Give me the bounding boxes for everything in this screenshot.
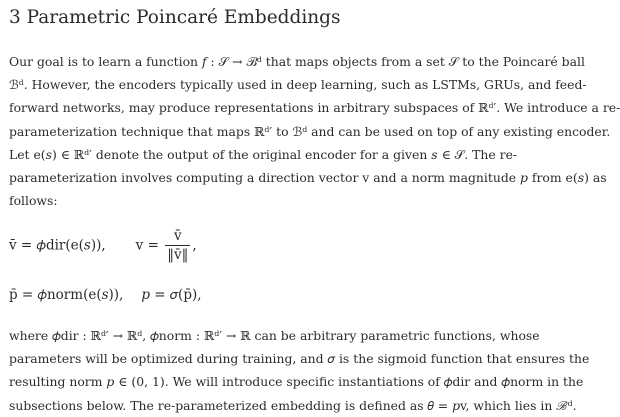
text-line: forward networks, may produce representations in arbitrary subspaces of ℝᵈ′. We introduce a re-: [9, 100, 620, 116]
equation-direction: [9, 228, 197, 264]
equation-norm: [9, 287, 202, 303]
text-line: subsections below. The re-parameterized embedding is defined as 𝜃 = 𝑝v, which lies in ℬᵈ.: [9, 397, 577, 413]
equation-norm-right: 𝑝 = 𝜎(p̄),: [141, 287, 202, 303]
section-heading: 3 Parametric Poincaré Embeddings: [9, 7, 341, 28]
fraction-denominator: ‖v̄‖: [167, 247, 189, 263]
equation-normalize-lhs: v =: [135, 237, 159, 254]
text-line: parameterization technique that maps ℝᵈ′ to ℬᵈ and can be used on top of any existing encoder.: [9, 123, 611, 139]
text-line: parameters will be optimized during training, and 𝜎 is the sigmoid function that ensures the: [9, 351, 590, 367]
text-line: Our goal is to learn a function 𝑓 : 𝒮 → ℬᵈ that maps objects from a set 𝒮 to the Poincaré ball: [9, 54, 585, 69]
paragraph-intro: [9, 50, 620, 212]
text-line: parameterization involves computing a direction vector v and a norm magnitude 𝑝 from e(𝑠) as: [9, 169, 607, 185]
fraction-numerator: v̄: [165, 228, 190, 246]
equation-norm-left: p̄ = 𝜙norm(e(𝑠)),: [9, 287, 124, 303]
paper-page: [9, 6, 620, 413]
text-line: follows:: [9, 193, 58, 209]
fraction: [165, 228, 190, 264]
equation-direction-left: v̄ = 𝜙dir(e(𝑠)),: [9, 237, 106, 254]
text-line: resulting norm 𝑝 ∈ (0, 1). We will introduce specific instantiations of 𝜙dir and 𝜙norm in the: [9, 374, 584, 390]
text-line: where 𝜙dir : ℝᵈ′ → ℝᵈ, 𝜙norm : ℝᵈ′ → ℝ can be arbitrary parametric functions, whose: [9, 328, 540, 343]
text-line: Let e(𝑠) ∈ ℝᵈ′ denote the output of the original encoder for a given 𝑠 ∈ 𝒮. The re-: [9, 146, 518, 162]
paragraph-definitions: [9, 324, 590, 417]
text-line: ℬᵈ. However, the encoders typically used in deep learning, such as LSTMs, GRUs, and feed-: [9, 77, 587, 93]
equation-comma: ,: [192, 237, 197, 254]
